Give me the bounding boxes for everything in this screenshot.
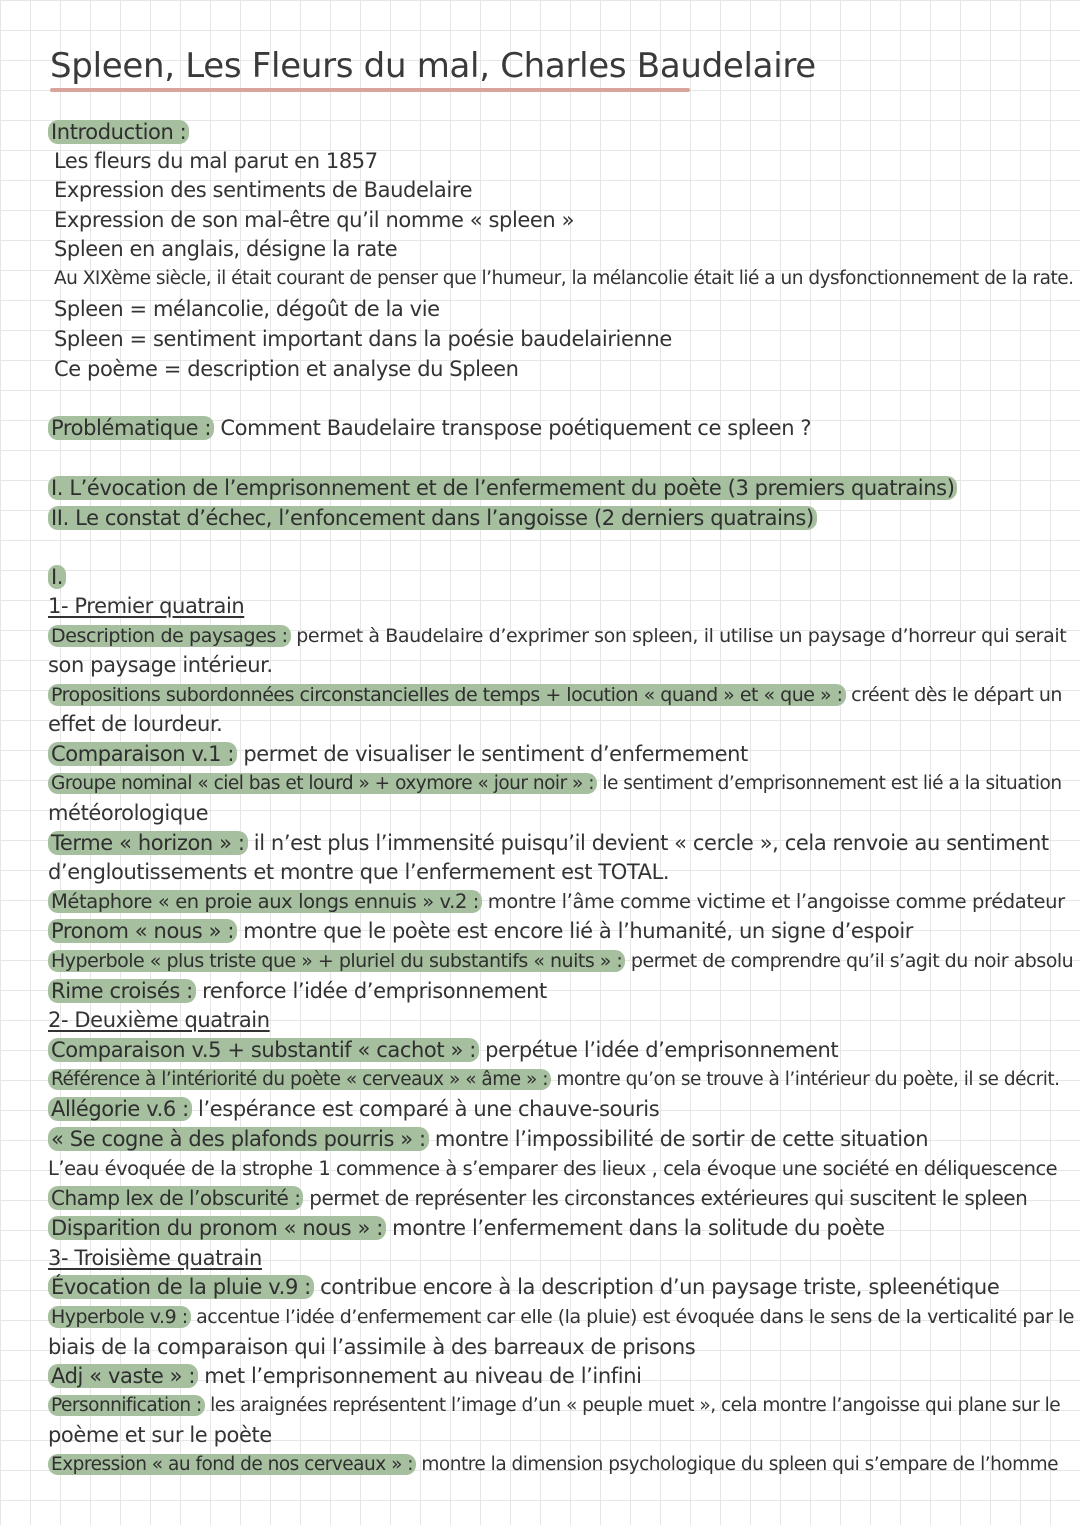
note-text: les araignées représentent l’image d’un « peuple muet », cela montre l’angoisse qui plane sur le (204, 1395, 1061, 1416)
note-text: accentue l’idée d’enfermement car elle (la pluie) est évoquée dans le sens de la verticalité par le (190, 1306, 1074, 1328)
term-highlight: Propositions subordonnées circonstancielles de temps + locution « quand » et « que » : (48, 684, 846, 706)
note-text: le sentiment d’emprisonnement est lié a la situation (597, 773, 1062, 794)
note-line: poème et sur le poète (48, 1423, 272, 1447)
note-line (48, 888, 1065, 916)
term-highlight: Personnification : (48, 1395, 205, 1416)
note-text: permet à Baudelaire d’exprimer son spleen, il utilise un paysage d’horreur qui serait (290, 625, 1067, 647)
note-text: montre la dimension psychologique du spleen qui s’empare de l’homme (416, 1454, 1059, 1475)
term-highlight: Rime croisés : (48, 979, 196, 1003)
intro-item: Les fleurs du mal parut en 1857 (54, 149, 378, 173)
note-line (48, 622, 1066, 650)
term-highlight: Référence à l’intériorité du poète « cerveaux » « âme » : (48, 1069, 551, 1090)
note-text: permet de représenter les circonstances extérieures qui suscitent le spleen (303, 1186, 1028, 1210)
term-highlight: Expression « au fond de nos cerveaux » : (48, 1454, 416, 1475)
title-underline (50, 88, 690, 92)
intro-item: Au XIXème siècle, il était courant de penser que l’humeur, la mélancolie était lié a un dysfonctionnement de la rate. (54, 268, 1074, 289)
part-1-label: I. (48, 565, 66, 589)
note-text: contribue encore à la description d’un paysage triste, spleenétique (313, 1275, 1000, 1299)
part-1-label-line (48, 563, 66, 591)
intro-item: Expression de son mal-être qu’il nomme « spleen » (54, 208, 575, 232)
note-line (48, 1095, 659, 1123)
section-heading: 1- Premier quatrain (48, 594, 245, 618)
section-heading: 2- Deuxième quatrain (48, 1008, 270, 1032)
note-line (48, 1125, 928, 1153)
term-highlight: Disparition du pronom « nous » : (48, 1216, 386, 1240)
term-highlight: Comparaison v.1 : (48, 742, 237, 766)
intro-item: Spleen = mélancolie, dégoût de la vie (54, 297, 440, 321)
note-text: montre l’enfermement dans la solitude du poète (385, 1216, 885, 1240)
note-line: son paysage intérieur. (48, 653, 273, 677)
note-line (48, 1392, 1060, 1420)
note-line (48, 1362, 642, 1390)
term-highlight: Hyperbole v.9 : (48, 1306, 191, 1328)
note-line: d’engloutissements et montre que l’enfermement est TOTAL. (48, 860, 670, 884)
note-text: montre qu’on se trouve à l’intérieur du poète, il se décrit. (550, 1069, 1060, 1090)
note-line: météorologique (48, 801, 209, 825)
note-line (48, 1303, 1074, 1331)
note-text: permet de comprendre qu’il s’agit du noir absolu (625, 950, 1074, 972)
note-line (48, 917, 913, 945)
term-highlight: Évocation de la pluie v.9 : (48, 1275, 314, 1299)
note-line (48, 1214, 885, 1242)
term-highlight: Allégorie v.6 : (48, 1097, 192, 1121)
term-highlight: Description de paysages : (48, 625, 291, 647)
plan-item-1 (48, 474, 957, 502)
term-highlight: « Se cogne à des plafonds pourris » : (48, 1127, 429, 1151)
term-highlight: Terme « horizon » : (48, 831, 248, 855)
page-title: Spleen, Les Fleurs du mal, Charles Baudelaire (50, 46, 816, 86)
note-text: renforce l’idée d’emprisonnement (195, 979, 547, 1003)
term-highlight: Métaphore « en proie aux longs ennuis » v.2 : (48, 890, 482, 913)
plan-item-2-text: II. Le constat d’échec, l’enfoncement dans l’angoisse (2 derniers quatrains) (48, 506, 817, 530)
note-line (48, 1066, 1060, 1094)
intro-item: Spleen = sentiment important dans la poésie baudelairienne (54, 327, 672, 351)
note-text: montre l’âme comme victime et l’angoisse comme prédateur (481, 890, 1065, 913)
note-text: permet de visualiser le sentiment d’enfermement (237, 742, 748, 766)
term-highlight: Champ lex de l’obscurité : (48, 1186, 303, 1210)
note-line (48, 1451, 1058, 1479)
note-text: montre l’impossibilité de sortir de cette situation (428, 1127, 929, 1151)
note-line (48, 829, 1049, 857)
plan-item-1-text: I. L’évocation de l’emprisonnement et de l’enfermement du poète (3 premiers quatrains) (48, 476, 957, 500)
note-text: il n’est plus l’immensité puisqu’il devient « cercle », cela renvoie au sentiment (247, 831, 1049, 855)
note-line (48, 1036, 838, 1064)
term-highlight: Hyperbole « plus triste que » + pluriel du substantifs « nuits » : (48, 950, 625, 972)
note-line (48, 1184, 1027, 1212)
intro-heading-line (48, 118, 189, 146)
note-line (48, 681, 1062, 709)
intro-item: Spleen en anglais, désigne la rate (54, 237, 398, 261)
term-highlight: Comparaison v.5 + substantif « cachot » : (48, 1038, 479, 1062)
note-text: met l’emprisonnement au niveau de l’infini (198, 1364, 642, 1388)
intro-item: Expression des sentiments de Baudelaire (54, 178, 473, 202)
intro-item: Ce poème = description et analyse du Spleen (54, 357, 519, 381)
note-text: montre que le poète est encore lié à l’humanité, un signe d’espoir (237, 919, 913, 943)
section-heading: 3- Troisième quatrain (48, 1246, 262, 1270)
problematique-text: Comment Baudelaire transpose poétiquement ce spleen ? (214, 416, 812, 440)
note-line: effet de lourdeur. (48, 712, 223, 736)
note-line: biais de la comparaison qui l’assimile à des barreaux de prisons (48, 1335, 696, 1359)
problematique-label: Problématique : (48, 416, 214, 440)
term-highlight: Adj « vaste » : (48, 1364, 198, 1388)
note-text: perpétue l’idée d’emprisonnement (478, 1038, 839, 1062)
note-text: créent dès le départ un (845, 684, 1062, 706)
note-line (48, 1273, 999, 1301)
problematique-line (48, 414, 811, 442)
note-line (48, 740, 748, 768)
note-line: L’eau évoquée de la strophe 1 commence à s’emparer des lieux , cela évoque une société en déliquescence (48, 1157, 1058, 1180)
intro-heading: Introduction : (48, 120, 189, 144)
note-text: l’espérance est comparé à une chauve-souris (191, 1097, 660, 1121)
term-highlight: Pronom « nous » : (48, 919, 237, 943)
note-line (48, 947, 1073, 975)
plan-item-2 (48, 504, 817, 532)
note-line (48, 770, 1062, 798)
term-highlight: Groupe nominal « ciel bas et lourd » + oxymore « jour noir » : (48, 773, 597, 794)
note-line (48, 977, 547, 1005)
